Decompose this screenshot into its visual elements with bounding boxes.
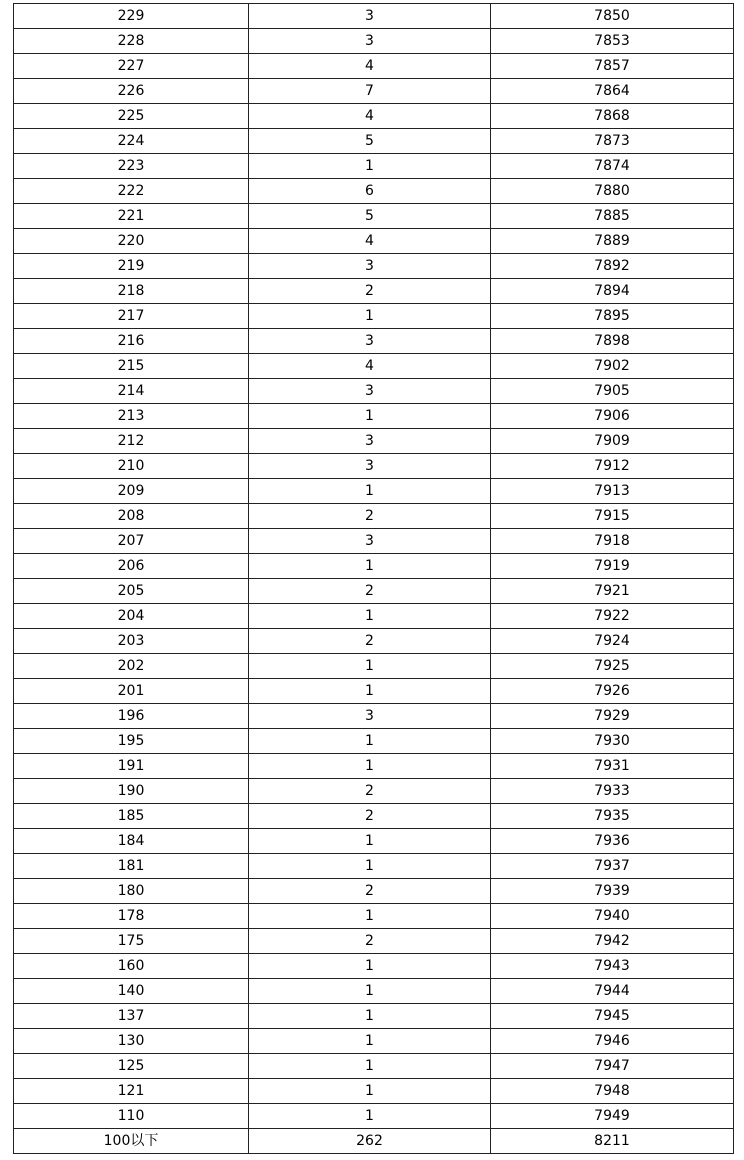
cumulative-cell: 7915	[491, 504, 734, 529]
table-row	[14, 379, 734, 404]
table-row	[14, 904, 734, 929]
cumulative-cell: 7936	[491, 829, 734, 854]
cumulative-cell: 7949	[491, 1104, 734, 1129]
cumulative-cell: 7850	[491, 4, 734, 29]
table-row	[14, 504, 734, 529]
cumulative-cell: 7947	[491, 1054, 734, 1079]
table-row	[14, 429, 734, 454]
count-cell: 2	[249, 279, 491, 304]
cumulative-cell: 7942	[491, 929, 734, 954]
count-cell: 1	[249, 604, 491, 629]
count-cell: 1	[249, 479, 491, 504]
cumulative-cell: 8211	[491, 1129, 734, 1154]
cumulative-cell: 7894	[491, 279, 734, 304]
cumulative-cell: 7926	[491, 679, 734, 704]
score-cell: 219	[14, 254, 249, 279]
score-cell: 209	[14, 479, 249, 504]
score-cell: 215	[14, 354, 249, 379]
count-cell: 2	[249, 779, 491, 804]
score-cell: 110	[14, 1104, 249, 1129]
count-cell: 1	[249, 154, 491, 179]
cumulative-cell: 7906	[491, 404, 734, 429]
table-row	[14, 854, 734, 879]
score-cell: 214	[14, 379, 249, 404]
score-cell: 202	[14, 654, 249, 679]
count-cell: 1	[249, 404, 491, 429]
score-cell: 226	[14, 79, 249, 104]
table-row	[14, 454, 734, 479]
score-cell: 212	[14, 429, 249, 454]
cumulative-cell: 7873	[491, 129, 734, 154]
cumulative-cell: 7892	[491, 254, 734, 279]
table-row	[14, 579, 734, 604]
score-cell: 160	[14, 954, 249, 979]
cumulative-cell: 7918	[491, 529, 734, 554]
count-cell: 2	[249, 579, 491, 604]
table-row	[14, 479, 734, 504]
count-cell: 3	[249, 4, 491, 29]
score-cell: 181	[14, 854, 249, 879]
table-row	[14, 604, 734, 629]
table-row	[14, 279, 734, 304]
cumulative-cell: 7948	[491, 1079, 734, 1104]
table-row	[14, 404, 734, 429]
cumulative-cell: 7940	[491, 904, 734, 929]
table-row	[14, 679, 734, 704]
table-row	[14, 704, 734, 729]
score-cell: 217	[14, 304, 249, 329]
table-row	[14, 979, 734, 1004]
count-cell: 2	[249, 929, 491, 954]
cumulative-cell: 7929	[491, 704, 734, 729]
score-cell: 175	[14, 929, 249, 954]
count-cell: 1	[249, 729, 491, 754]
cumulative-cell: 7853	[491, 29, 734, 54]
count-cell: 1	[249, 1029, 491, 1054]
table-row	[14, 729, 734, 754]
count-cell: 3	[249, 329, 491, 354]
cumulative-cell: 7935	[491, 804, 734, 829]
table-row	[14, 54, 734, 79]
count-cell: 4	[249, 229, 491, 254]
score-cell: 206	[14, 554, 249, 579]
count-cell: 1	[249, 654, 491, 679]
table-row	[14, 779, 734, 804]
count-cell: 4	[249, 104, 491, 129]
table-row	[14, 179, 734, 204]
cumulative-cell: 7913	[491, 479, 734, 504]
table-row	[14, 1054, 734, 1079]
cumulative-cell: 7909	[491, 429, 734, 454]
score-cell: 224	[14, 129, 249, 154]
score-cell: 216	[14, 329, 249, 354]
table-row	[14, 804, 734, 829]
table-row	[14, 104, 734, 129]
table-body	[14, 4, 734, 1154]
cumulative-cell: 7945	[491, 1004, 734, 1029]
score-cell: 218	[14, 279, 249, 304]
score-cell: 223	[14, 154, 249, 179]
cumulative-cell: 7880	[491, 179, 734, 204]
cumulative-cell: 7937	[491, 854, 734, 879]
table-row	[14, 529, 734, 554]
cumulative-cell: 7902	[491, 354, 734, 379]
table-row	[14, 329, 734, 354]
table-row	[14, 1079, 734, 1104]
count-cell: 1	[249, 1004, 491, 1029]
table-row	[14, 229, 734, 254]
score-cell: 191	[14, 754, 249, 779]
cumulative-cell: 7895	[491, 304, 734, 329]
score-cell: 222	[14, 179, 249, 204]
table-row	[14, 1104, 734, 1129]
cumulative-cell: 7924	[491, 629, 734, 654]
cumulative-cell: 7943	[491, 954, 734, 979]
count-cell: 5	[249, 204, 491, 229]
score-cell: 178	[14, 904, 249, 929]
cumulative-cell: 7898	[491, 329, 734, 354]
table-row	[14, 629, 734, 654]
cumulative-cell: 7857	[491, 54, 734, 79]
table-row	[14, 354, 734, 379]
score-cell: 137	[14, 1004, 249, 1029]
cumulative-cell: 7933	[491, 779, 734, 804]
count-cell: 3	[249, 29, 491, 54]
score-cell: 100以下	[14, 1129, 249, 1154]
table-row	[14, 154, 734, 179]
table-row	[14, 254, 734, 279]
cumulative-cell: 7905	[491, 379, 734, 404]
score-cell: 195	[14, 729, 249, 754]
table-row	[14, 754, 734, 779]
table-row	[14, 879, 734, 904]
count-cell: 3	[249, 529, 491, 554]
score-cell: 220	[14, 229, 249, 254]
count-cell: 2	[249, 879, 491, 904]
score-cell: 210	[14, 454, 249, 479]
score-cell: 140	[14, 979, 249, 1004]
count-cell: 1	[249, 1079, 491, 1104]
count-cell: 1	[249, 904, 491, 929]
score-cell: 203	[14, 629, 249, 654]
score-cell: 207	[14, 529, 249, 554]
table-row	[14, 554, 734, 579]
table-row	[14, 829, 734, 854]
cumulative-cell: 7944	[491, 979, 734, 1004]
cumulative-cell: 7931	[491, 754, 734, 779]
count-cell: 2	[249, 504, 491, 529]
table-row	[14, 1004, 734, 1029]
count-cell: 2	[249, 804, 491, 829]
score-cell: 227	[14, 54, 249, 79]
cumulative-cell: 7921	[491, 579, 734, 604]
table-row	[14, 929, 734, 954]
count-cell: 3	[249, 429, 491, 454]
cumulative-cell: 7864	[491, 79, 734, 104]
count-cell: 1	[249, 554, 491, 579]
count-cell: 1	[249, 304, 491, 329]
table-row	[14, 954, 734, 979]
score-cell: 204	[14, 604, 249, 629]
table-row	[14, 1129, 734, 1154]
score-cell: 205	[14, 579, 249, 604]
score-cell: 208	[14, 504, 249, 529]
table-row	[14, 204, 734, 229]
cumulative-cell: 7925	[491, 654, 734, 679]
count-cell: 3	[249, 454, 491, 479]
count-cell: 4	[249, 54, 491, 79]
score-cell: 213	[14, 404, 249, 429]
score-cell: 201	[14, 679, 249, 704]
cumulative-cell: 7889	[491, 229, 734, 254]
count-cell: 3	[249, 379, 491, 404]
table-row	[14, 79, 734, 104]
cumulative-cell: 7939	[491, 879, 734, 904]
score-cell: 225	[14, 104, 249, 129]
score-cell: 185	[14, 804, 249, 829]
count-cell: 1	[249, 829, 491, 854]
count-cell: 1	[249, 954, 491, 979]
count-cell: 4	[249, 354, 491, 379]
count-cell: 6	[249, 179, 491, 204]
table-row	[14, 304, 734, 329]
score-cell: 130	[14, 1029, 249, 1054]
cumulative-cell: 7930	[491, 729, 734, 754]
count-cell: 1	[249, 754, 491, 779]
score-cell: 180	[14, 879, 249, 904]
count-cell: 1	[249, 1054, 491, 1079]
score-cell: 229	[14, 4, 249, 29]
score-cell: 190	[14, 779, 249, 804]
cumulative-cell: 7874	[491, 154, 734, 179]
table-row	[14, 4, 734, 29]
cumulative-cell: 7946	[491, 1029, 734, 1054]
count-cell: 1	[249, 679, 491, 704]
table-row	[14, 129, 734, 154]
score-cell: 125	[14, 1054, 249, 1079]
score-cell: 184	[14, 829, 249, 854]
cumulative-cell: 7868	[491, 104, 734, 129]
cumulative-cell: 7922	[491, 604, 734, 629]
count-cell: 7	[249, 79, 491, 104]
score-distribution-table	[13, 3, 734, 1154]
score-cell: 228	[14, 29, 249, 54]
count-cell: 2	[249, 629, 491, 654]
count-cell: 1	[249, 1104, 491, 1129]
table-row	[14, 29, 734, 54]
count-cell: 1	[249, 854, 491, 879]
count-cell: 262	[249, 1129, 491, 1154]
cumulative-cell: 7919	[491, 554, 734, 579]
cumulative-cell: 7912	[491, 454, 734, 479]
count-cell: 3	[249, 254, 491, 279]
score-cell: 221	[14, 204, 249, 229]
table-row	[14, 1029, 734, 1054]
score-cell: 121	[14, 1079, 249, 1104]
table-row	[14, 654, 734, 679]
count-cell: 1	[249, 979, 491, 1004]
score-cell: 196	[14, 704, 249, 729]
cumulative-cell: 7885	[491, 204, 734, 229]
count-cell: 3	[249, 704, 491, 729]
count-cell: 5	[249, 129, 491, 154]
